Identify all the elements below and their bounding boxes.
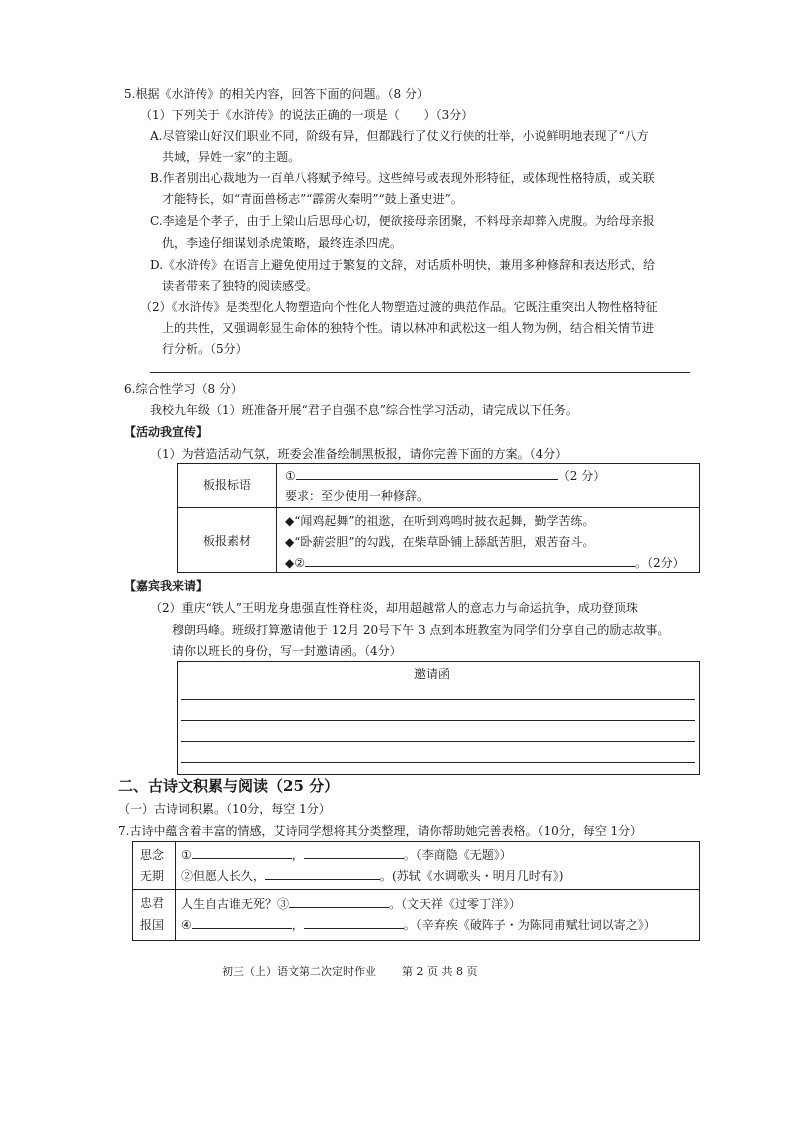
poem-source-2: 。(苏轼《水调歌头・明月几时有》) xyxy=(380,869,564,883)
material-item-2: ◆“卧薪尝胆”的勾践，在柴草卧铺上舔舐苦胆，艰苦奋斗。 xyxy=(285,535,595,549)
q5-option-d-line2: 读者带来了独特的阅读感受。 xyxy=(162,279,319,293)
slogan-requirement: 要求：至少使用一种修辞。 xyxy=(285,489,430,503)
q6-section-publicity: 【活动我宣传】 xyxy=(124,425,209,439)
category-patriotism-line2: 报国 xyxy=(140,918,165,932)
poem-line-3 xyxy=(181,894,521,913)
poem-text-3: 人生自古谁无死？③ xyxy=(181,897,290,911)
q5-sub2-line1: （2）《水浒传》是类型化人物塑造向个性化人物塑造过渡的典范作品。它既注重突出人物性格特征 xyxy=(140,300,658,314)
q5-option-a-line2: 共域，异姓一家”的主题。 xyxy=(162,150,301,164)
footer-title: 初三（上）语文第二次定时作业 xyxy=(222,965,376,978)
q5-sub2-line3: 行分析。（5分） xyxy=(162,342,248,356)
slogan-blank[interactable] xyxy=(296,466,558,480)
poem-blank-1a[interactable] xyxy=(192,845,292,859)
material-item-1: ◆“闻鸡起舞”的祖逖，在听到鸡鸣时披衣起舞，勤学苦练。 xyxy=(285,514,595,528)
q5-stem: 5.根据《水浒传》的相关内容，回答下面的问题。（8 分） xyxy=(124,87,429,101)
material-blank-number: ◆② xyxy=(285,556,305,570)
q6-task2-line3: 请你以班长的身份，写一封邀请函。（4分） xyxy=(172,644,402,658)
table-divider xyxy=(276,463,277,573)
q6-task1: （1）为营造活动气氛，班委会准备绘制黑板报，请你完善下面的方案。（4分） xyxy=(150,447,568,461)
footer-page-number: 第 2 页 共 8 页 xyxy=(402,965,478,978)
q5-option-d-line1: D.《水浒传》在语言上避免使用过于繁复的文辞，对话质朴明快，兼用多种修辞和表达形式，给 xyxy=(150,258,656,272)
material-item-3 xyxy=(285,553,685,572)
part2-heading: 二、古诗文积累与阅读（25 分） xyxy=(118,777,340,795)
q6-section-invitation: 【嘉宾我来请】 xyxy=(124,579,209,593)
poem-blank-4a[interactable] xyxy=(192,915,292,929)
q5-sub2-line2: 上的共性，又强调彰显生命体的独特个性。请以林冲和武松这一组人物为例，结合相关情节进 xyxy=(162,321,655,335)
poem-source-4: 。（辛弃疾《破阵子・为陈同甫赋壮词以寄之》） xyxy=(403,918,656,932)
poem-blank-3[interactable] xyxy=(289,894,389,908)
category-longing-line1: 思念 xyxy=(140,848,165,862)
invitation-line-2[interactable] xyxy=(181,720,695,721)
poem-blank-4b[interactable] xyxy=(304,915,404,929)
blank-number-1: ① xyxy=(181,848,192,862)
material-blank[interactable] xyxy=(305,553,635,567)
invitation-line-3[interactable] xyxy=(181,741,695,742)
q5-option-a-line1: A.尽管梁山好汉们职业不同，阶级有异，但都践行了仗义行侠的壮举，小说鲜明地表现了“八方 xyxy=(150,129,649,143)
part2-subsection: （一）古诗词积累。（10分，每空 1分） xyxy=(118,802,331,816)
poem-source-1: 。（李商隐《无题》） xyxy=(403,848,512,862)
q6-intro: 我校九年级（1）班准备开展“君子自强不息”综合性学习活动，请完成以下任务。 xyxy=(150,403,578,417)
q5-option-b-line1: B.作者别出心裁地为一百单八将赋予绰号。这些绰号或表现外形特征，或体现性格特质，或关联 xyxy=(150,171,655,185)
q6-task2-line2: 穆朗玛峰。班级打算邀请他于 12月 20号下午 3 点到本班教室为同学们分享自己的励志故事。 xyxy=(172,623,670,637)
board-slogan-answer xyxy=(285,466,605,485)
q5-option-c-line2: 仇，李逵仔细谋划杀虎策略，最终连杀四虎。 xyxy=(162,236,403,250)
board-slogan-label: 板报标语 xyxy=(203,478,252,492)
material-score: 。（2分） xyxy=(635,556,685,570)
invitation-line-4[interactable] xyxy=(181,762,695,763)
q5-option-b-line2: 才能特长，如“青面兽杨志”“霹雳火秦明”“鼓上蚤史进”。 xyxy=(162,192,463,206)
q5-sub1: （1）下列关于《水浒传》的说法正确的一项是（ ）（3分） xyxy=(140,108,474,122)
slogan-score: （2 分） xyxy=(557,469,606,483)
q6-stem: 6.综合性学习（8 分） xyxy=(124,382,243,396)
category-patriotism-line1: 忠君 xyxy=(140,896,165,910)
poem-blank-1b[interactable] xyxy=(304,845,404,859)
poem-line-1 xyxy=(181,845,512,864)
poem-line-2 xyxy=(181,866,563,885)
poem-text-2: ②但愿人长久， xyxy=(181,869,266,883)
invitation-line-1[interactable] xyxy=(181,699,695,700)
poem-separator-4: ， xyxy=(291,918,304,932)
poetry-table-row-divider xyxy=(132,889,700,890)
slogan-blank-number: ① xyxy=(285,469,296,483)
poetry-table-divider xyxy=(175,841,176,941)
q5-option-c-line1: C.李逵是个孝子，由于上梁山后思母心切，便欲接母亲团聚，不料母亲却葬入虎腹。为给母亲报 xyxy=(150,214,655,228)
q5-answer-line[interactable] xyxy=(150,372,690,373)
poem-blank-2[interactable] xyxy=(265,866,380,880)
q6-task2-line1: （2）重庆“铁人”王明龙身患强直性脊柱炎，却用超越常人的意志力与命运抗争，成功登顶珠 xyxy=(150,601,638,615)
invitation-letter-title: 邀请函 xyxy=(414,667,451,681)
q7-stem: 7.古诗中蕴含着丰富的情感，艾诗同学想将其分类整理，请你帮助她完善表格。（10分，每空 1分） xyxy=(118,824,643,838)
blank-number-4: ④ xyxy=(181,918,192,932)
poem-source-3: 。（文天祥《过零丁洋》） xyxy=(389,897,522,911)
category-longing-line2: 无期 xyxy=(140,869,165,883)
board-material-label: 板报素材 xyxy=(203,534,252,548)
poem-separator-1: ， xyxy=(291,848,304,862)
poem-line-4 xyxy=(181,915,656,934)
table-row-divider xyxy=(177,507,700,508)
